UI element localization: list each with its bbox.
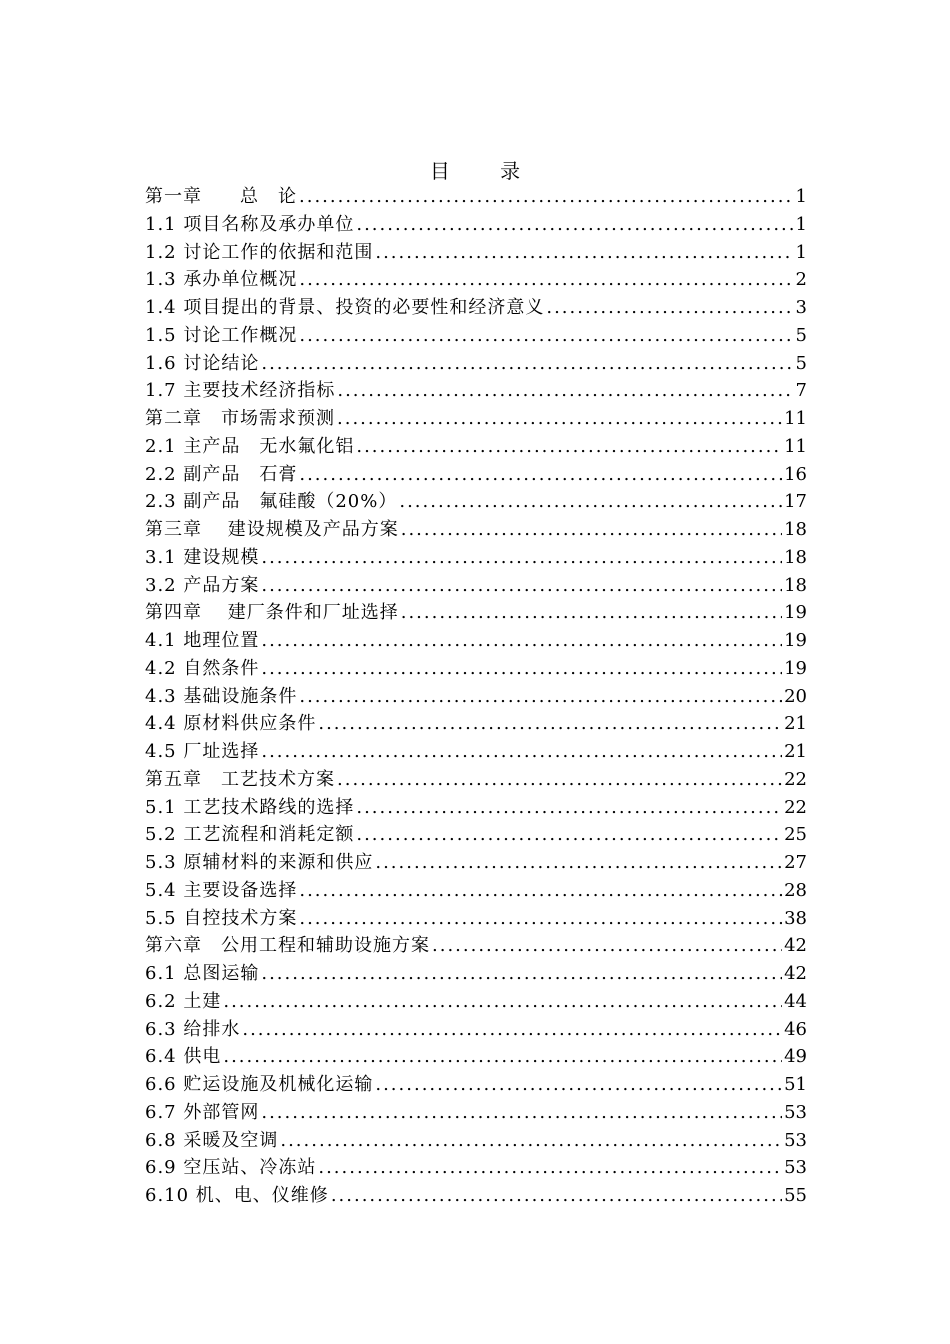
toc-entry-label: 6.7 外部管网 [145, 1101, 260, 1123]
toc-entry[interactable] [145, 710, 807, 738]
toc-entry-label: 1.7 主要技术经济指标 [145, 380, 336, 402]
toc-entry-page-number: 22 [784, 796, 807, 818]
toc-entry[interactable] [145, 794, 807, 822]
toc-dot-leader [299, 877, 782, 905]
toc-entry[interactable] [145, 766, 807, 794]
toc-dot-leader [337, 377, 793, 405]
toc-dot-leader [261, 572, 782, 600]
toc-dot-leader [546, 294, 793, 322]
toc-entry-label: 4.2 自然条件 [145, 657, 260, 679]
toc-entry-page-number: 20 [784, 685, 807, 707]
toc-entry[interactable] [145, 239, 807, 267]
toc-dot-leader [399, 488, 782, 516]
toc-entry[interactable] [145, 266, 807, 294]
toc-dot-leader [299, 266, 793, 294]
toc-entry-page-number: 38 [784, 907, 807, 929]
toc-entry-page-number: 49 [784, 1046, 807, 1068]
toc-entry-page-number: 16 [784, 463, 807, 485]
toc-entry-page-number: 25 [784, 824, 807, 846]
toc-entry-page-number: 53 [784, 1157, 807, 1179]
toc-entry[interactable] [145, 1016, 807, 1044]
toc-entry-label: 6.4 供电 [145, 1046, 222, 1068]
toc-entry[interactable] [145, 655, 807, 683]
toc-entry[interactable] [145, 1043, 807, 1071]
page-title: 目 录 [429, 159, 543, 183]
toc-entry-page-number: 42 [784, 963, 807, 984]
toc-entry-page-number: 3 [795, 297, 807, 318]
toc-entry-label: 3.1 建设规模 [145, 546, 260, 568]
toc-dot-leader [299, 461, 782, 489]
toc-entry[interactable] [145, 599, 807, 627]
toc-entry[interactable] [145, 905, 807, 933]
toc-entry-page-number: 21 [784, 713, 807, 735]
toc-entry-page-number: 7 [795, 380, 807, 402]
toc-entry-label: 5.1 工艺技术路线的选择 [145, 796, 355, 818]
toc-entry[interactable] [145, 572, 807, 600]
toc-entry-label: 1.5 讨论工作概况 [145, 324, 298, 346]
toc-dot-leader [375, 849, 782, 877]
toc-entry-label: 5.3 原辅材料的来源和供应 [145, 852, 374, 873]
toc-dot-leader [337, 405, 782, 433]
toc-entry-label: 第三章 建设规模及产品方案 [145, 519, 399, 540]
toc-entry[interactable] [145, 960, 807, 988]
toc-entry-label: 6.3 给排水 [145, 1018, 241, 1040]
toc-dot-leader [337, 766, 782, 794]
toc-entry[interactable] [145, 821, 807, 849]
toc-entry-page-number: 53 [784, 1129, 807, 1151]
toc-entry-label: 6.1 总图运输 [145, 963, 260, 984]
toc-entry[interactable] [145, 183, 807, 211]
toc-entry-page-number: 42 [784, 935, 807, 957]
toc-entry[interactable] [145, 544, 807, 572]
toc-entry[interactable] [145, 294, 807, 322]
toc-entry-page-number: 27 [784, 852, 807, 873]
toc-entry-page-number: 1 [795, 186, 807, 207]
toc-entry-page-number: 18 [784, 519, 807, 540]
toc-entry-page-number: 1 [795, 241, 807, 263]
toc-entry[interactable] [145, 849, 807, 877]
toc-entry-label: 4.3 基础设施条件 [145, 685, 298, 707]
toc-dot-leader [261, 738, 782, 766]
toc-entry[interactable] [145, 488, 807, 516]
toc-dot-leader [261, 350, 793, 378]
toc-entry-page-number: 21 [784, 741, 807, 762]
toc-entry-label: 1.6 讨论结论 [145, 352, 260, 374]
toc-dot-leader [318, 710, 782, 738]
table-of-contents [145, 183, 807, 1210]
toc-dot-leader [331, 1182, 782, 1210]
toc-dot-leader [261, 1099, 782, 1127]
toc-entry[interactable] [145, 461, 807, 489]
toc-entry[interactable] [145, 1154, 807, 1182]
toc-entry-label: 第二章 市场需求预测 [145, 408, 335, 429]
toc-entry-page-number: 18 [784, 546, 807, 568]
toc-dot-leader [299, 322, 793, 350]
toc-dot-leader [401, 599, 782, 627]
toc-entry-page-number: 19 [784, 657, 807, 679]
toc-entry-page-number: 55 [784, 1185, 807, 1206]
toc-entry-label: 1.3 承办单位概况 [145, 269, 298, 291]
toc-entry-page-number: 18 [784, 574, 807, 596]
toc-entry[interactable] [145, 627, 807, 655]
toc-dot-leader [299, 183, 794, 211]
toc-entry-label: 第一章 总 论 [145, 186, 297, 207]
toc-entry-label: 6.9 空压站、冷冻站 [145, 1157, 317, 1179]
toc-entry-label: 1.1 项目名称及承办单位 [145, 213, 355, 235]
toc-dot-leader [280, 1127, 782, 1155]
toc-entry-label: 3.2 产品方案 [145, 574, 260, 596]
toc-entry[interactable] [145, 683, 807, 711]
toc-entry-page-number: 19 [784, 630, 807, 651]
toc-entry[interactable] [145, 738, 807, 766]
toc-entry-page-number: 53 [784, 1101, 807, 1123]
toc-entry[interactable] [145, 877, 807, 905]
toc-dot-leader [261, 655, 782, 683]
toc-entry[interactable] [145, 211, 807, 239]
toc-entry-label: 6.6 贮运设施及机械化运输 [145, 1074, 374, 1095]
toc-entry-page-number: 11 [784, 408, 807, 429]
toc-entry-label: 2.3 副产品 氟硅酸（20%） [145, 491, 398, 513]
toc-entry[interactable] [145, 1071, 807, 1099]
toc-entry-label: 6.8 采暖及空调 [145, 1129, 279, 1151]
toc-dot-leader [299, 905, 782, 933]
toc-entry[interactable] [145, 988, 807, 1016]
toc-entry-label: 4.4 原材料供应条件 [145, 713, 317, 735]
toc-entry-page-number: 46 [784, 1018, 807, 1040]
toc-entry-label: 1.2 讨论工作的依据和范围 [145, 241, 374, 263]
toc-entry-label: 6.10 机、电、仪维修 [145, 1185, 329, 1206]
toc-entry-label: 1.4 项目提出的背景、投资的必要性和经济意义 [145, 297, 545, 318]
toc-entry-page-number: 22 [784, 768, 807, 790]
toc-entry-label: 5.2 工艺流程和消耗定额 [145, 824, 355, 846]
toc-entry-page-number: 44 [784, 990, 807, 1012]
toc-dot-leader [261, 960, 782, 988]
toc-entry-label: 第四章 建厂条件和厂址选择 [145, 602, 399, 624]
toc-dot-leader [223, 988, 782, 1016]
toc-entry-page-number: 1 [795, 213, 807, 235]
toc-dot-leader [261, 627, 782, 655]
toc-entry-label: 4.5 厂址选择 [145, 741, 260, 762]
toc-entry-page-number: 51 [784, 1074, 807, 1095]
toc-entry-label: 5.4 主要设备选择 [145, 879, 298, 901]
toc-entry[interactable] [145, 377, 807, 405]
toc-entry-label: 5.5 自控技术方案 [145, 907, 298, 929]
toc-entry[interactable] [145, 1182, 807, 1210]
toc-dot-leader [356, 821, 782, 849]
toc-dot-leader [356, 794, 782, 822]
toc-dot-leader [375, 1071, 782, 1099]
toc-dot-leader [242, 1016, 782, 1044]
toc-entry-page-number: 5 [795, 324, 807, 346]
toc-entry-label: 第五章 工艺技术方案 [145, 768, 335, 790]
toc-entry-page-number: 28 [784, 879, 807, 901]
toc-entry-label: 2.2 副产品 石膏 [145, 463, 298, 485]
toc-entry-page-number: 2 [795, 269, 807, 291]
toc-entry-label: 6.2 土建 [145, 990, 222, 1012]
toc-dot-leader [223, 1043, 782, 1071]
toc-entry-page-number: 5 [795, 352, 807, 374]
toc-entry-label: 2.1 主产品 无水氟化铝 [145, 435, 355, 457]
toc-entry[interactable] [145, 405, 807, 433]
toc-entry[interactable] [145, 350, 807, 378]
toc-entry-page-number: 19 [784, 602, 807, 624]
toc-dot-leader [432, 932, 782, 960]
toc-dot-leader [356, 211, 793, 239]
toc-dot-leader [299, 683, 782, 711]
toc-entry[interactable] [145, 516, 807, 544]
toc-entry-label: 第六章 公用工程和辅助设施方案 [145, 935, 430, 957]
toc-entry-label: 4.1 地理位置 [145, 630, 260, 651]
toc-dot-leader [261, 544, 782, 572]
toc-dot-leader [375, 239, 793, 267]
toc-entry-page-number: 17 [784, 491, 807, 513]
toc-entry-page-number: 11 [784, 435, 807, 457]
toc-entry[interactable] [145, 1127, 807, 1155]
toc-dot-leader [318, 1154, 782, 1182]
toc-entry[interactable] [145, 932, 807, 960]
toc-entry[interactable] [145, 322, 807, 350]
toc-dot-leader [401, 516, 782, 544]
toc-entry[interactable] [145, 433, 807, 461]
toc-entry[interactable] [145, 1099, 807, 1127]
toc-dot-leader [356, 433, 782, 461]
